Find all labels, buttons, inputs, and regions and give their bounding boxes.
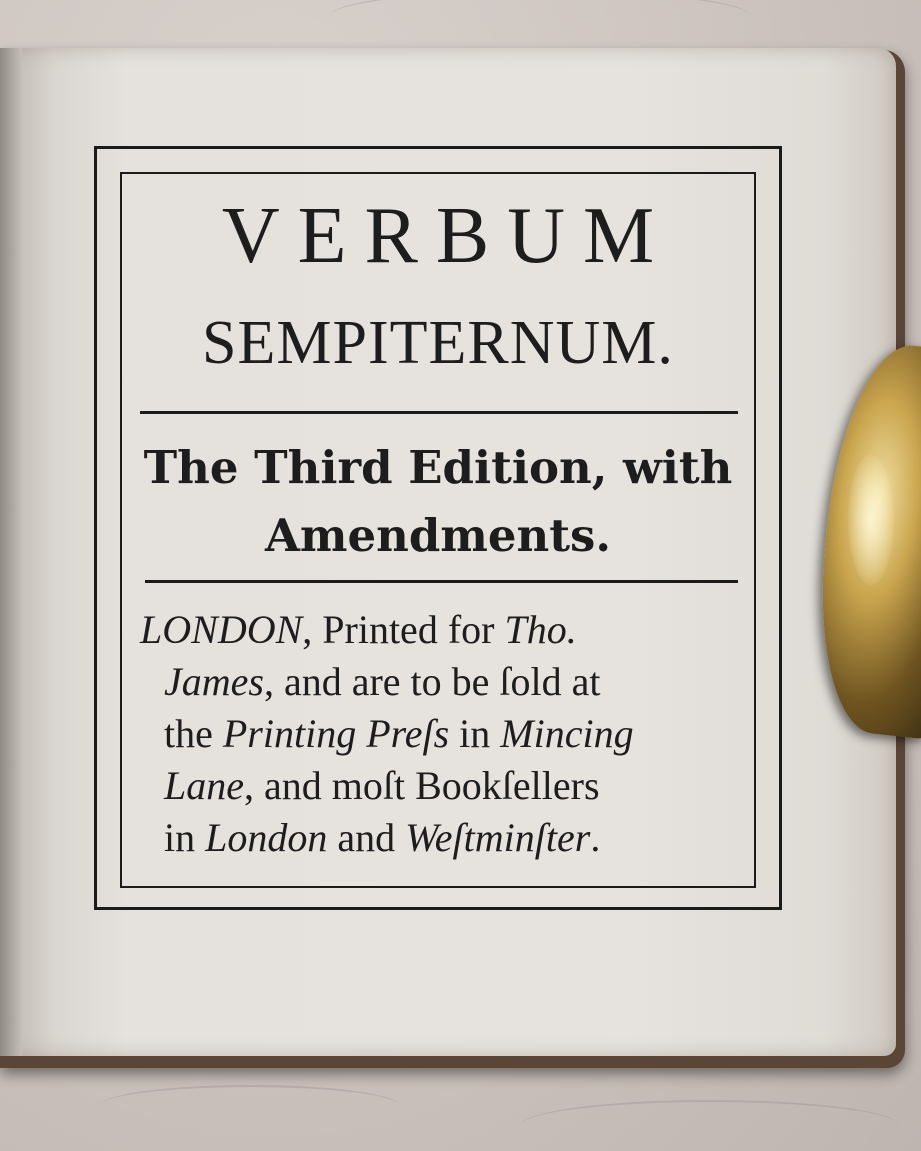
marble-vein — [100, 1085, 400, 1127]
imprint-line-2 — [140, 656, 742, 708]
imprint-line-5 — [140, 812, 742, 864]
imprint-city-2: Weſtminſter — [405, 815, 591, 860]
title-verbum: VERBUM — [221, 192, 673, 280]
imprint-text: . — [590, 815, 601, 860]
imprint-place: Printing Preſs — [222, 711, 450, 756]
imprint-text: in — [449, 711, 501, 756]
clasp-highlight — [848, 455, 894, 585]
edition-line-1: The Third Edition, with — [143, 441, 733, 494]
rule-upper — [140, 411, 738, 414]
imprint-street: Mincing — [500, 711, 634, 756]
imprint-text: , and moſt Bookſellers — [244, 763, 600, 808]
imprint-text: the — [164, 711, 223, 756]
page-gutter — [0, 48, 22, 1056]
imprint-city-1: London — [205, 815, 328, 860]
imprint-printer-last: James — [164, 659, 264, 704]
imprint-line-3 — [140, 708, 742, 760]
imprint-block — [140, 604, 742, 864]
imprint-text: and — [327, 815, 406, 860]
edition-statement — [130, 434, 746, 570]
imprint-text: , Printed for — [302, 607, 505, 652]
imprint-line-4 — [140, 760, 742, 812]
imprint-printer-first: Tho. — [504, 607, 577, 652]
rule-lower — [145, 580, 738, 583]
imprint-city: LONDON — [140, 607, 303, 652]
imprint-line-1 — [140, 604, 742, 656]
marble-vein — [520, 1100, 900, 1151]
title-sempiternum: SEMPITERNUM. — [202, 309, 674, 377]
imprint-street-cont: Lane — [164, 763, 244, 808]
imprint-text: , and are to be ſold at — [263, 659, 601, 704]
marble-vein — [330, 0, 750, 42]
edition-line-2: Amendments. — [264, 509, 612, 562]
imprint-text: in — [164, 815, 206, 860]
